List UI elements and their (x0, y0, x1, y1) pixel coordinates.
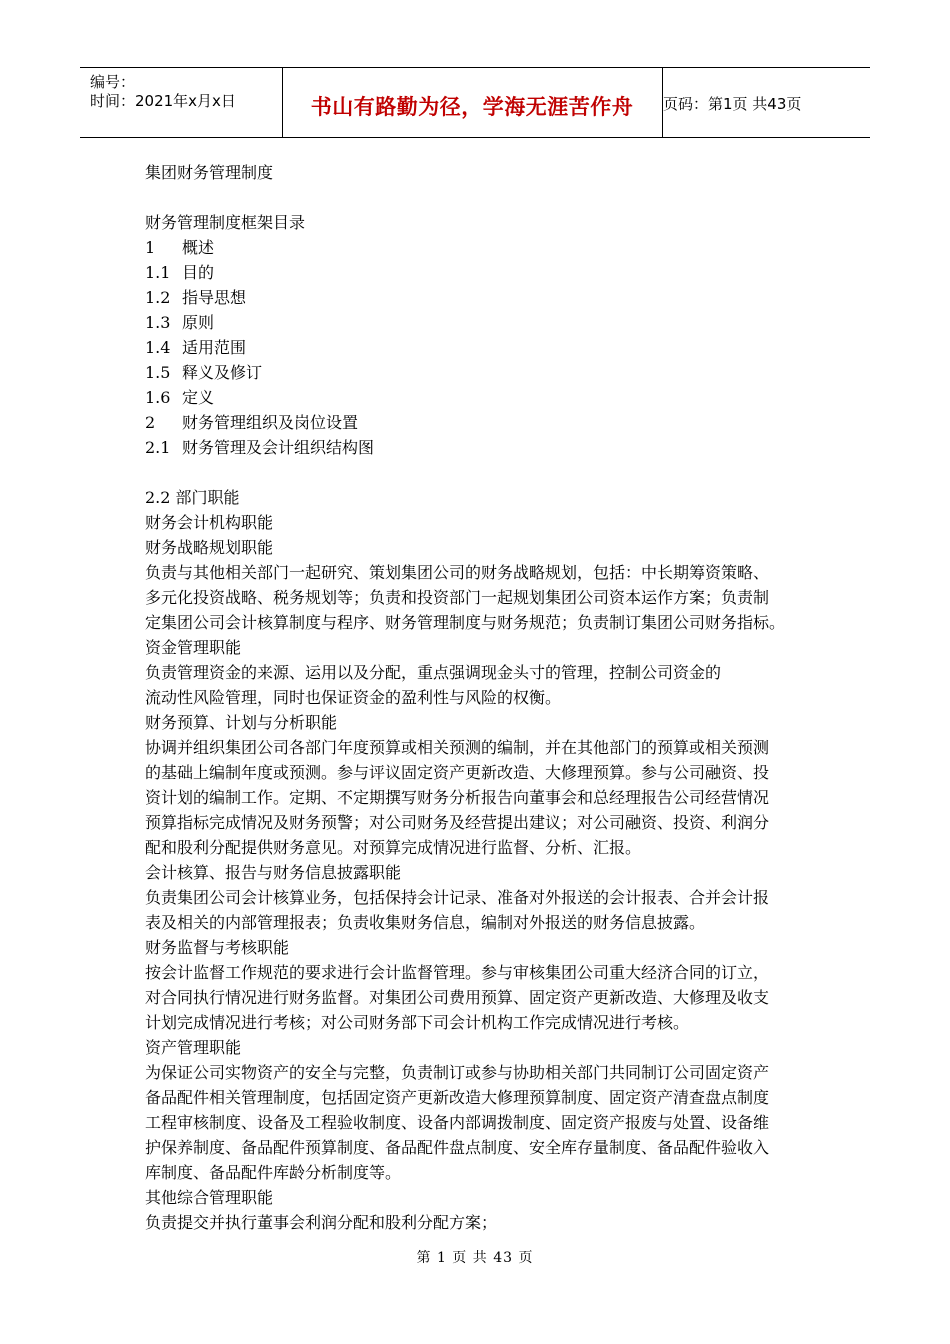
section-body (145, 510, 825, 1235)
body-line: 财务预算、计划与分析职能 (145, 713, 338, 732)
toc-item-number: 1 (145, 238, 156, 257)
toc-item (145, 260, 825, 285)
toc-item-number: 1.6 (145, 388, 171, 407)
document-body (145, 160, 825, 1235)
toc-item (145, 385, 825, 410)
toc-item (145, 285, 825, 310)
body-line: 财务战略规划职能 (145, 538, 274, 557)
document-time-label: 时间：2021年x月x日 (90, 92, 236, 110)
body-line: 多元化投资战略、税务规划等；负责和投资部门一起规划集团公司资本运作方案；负责制 (145, 588, 770, 607)
header-meta-cell (80, 68, 283, 137)
toc-item (145, 335, 825, 360)
toc-item-number: 2.1 (145, 438, 171, 457)
body-line: 资产管理职能 (145, 1038, 242, 1057)
body-line: 会计核算、报告与财务信息披露职能 (145, 863, 402, 882)
body-line: 工程审核制度、设备及工程验收制度、设备内部调拨制度、固定资产报废与处置、设备维 (145, 1113, 770, 1132)
toc-item-label: 财务管理及会计组织结构图 (182, 438, 375, 457)
body-line: 资计划的编制工作。定期、不定期撰写财务分析报告向董事会和总经理报告公司经营情况 (145, 788, 770, 807)
header-motto: 书山有路勤为径，学海无涯苦作舟 (310, 95, 634, 119)
toc-item-label: 概述 (182, 238, 215, 257)
header-page-number: 页码：第1页 共43页 (663, 95, 802, 113)
page-header (80, 67, 870, 138)
body-line: 财务会计机构职能 (145, 513, 274, 532)
page-footer: 第 1 页 共 43 页 (416, 1250, 534, 1266)
body-line: 计划完成情况进行考核；对公司财务部下司会计机构工作完成情况进行考核。 (145, 1013, 690, 1032)
body-line: 其他综合管理职能 (145, 1188, 274, 1207)
body-line: 预算指标完成情况及财务预警；对公司财务及经营提出建议；对公司融资、投资、利润分 (145, 813, 770, 832)
body-line: 负责集团公司会计核算业务，包括保持会计记录、准备对外报送的会计报表、合并会计报 (145, 888, 770, 907)
toc-item-number: 1.4 (145, 338, 171, 357)
toc-item-label: 财务管理组织及岗位设置 (182, 413, 359, 432)
body-line: 护保养制度、备品配件预算制度、备品配件盘点制度、安全库存量制度、备品配件验收入 (145, 1138, 770, 1157)
blank-line (145, 185, 825, 210)
toc-item-label: 适用范围 (182, 338, 247, 357)
toc-item-number: 1.3 (145, 313, 171, 332)
toc-item (145, 360, 825, 385)
toc-item-number: 1.2 (145, 288, 171, 307)
toc-item-label: 原则 (182, 313, 215, 332)
toc-list (145, 235, 825, 460)
toc-item-label: 释义及修订 (182, 363, 263, 382)
header-motto-cell (282, 68, 663, 137)
body-line: 表及相关的内部管理报表；负责收集财务信息，编制对外报送的财务信息披露。 (145, 913, 706, 932)
toc-item (145, 410, 825, 435)
body-line: 负责管理资金的来源、运用以及分配，重点强调现金头寸的管理，控制公司资金的 (145, 663, 722, 682)
document-number-label: 编号： (90, 73, 136, 91)
body-line: 配和股利分配提供财务意见。对预算完成情况进行监督、分析、汇报。 (145, 838, 642, 857)
body-line: 按会计监督工作规范的要求进行会计监督管理。参与审核集团公司重大经济合同的订立， (145, 963, 770, 982)
body-line: 协调并组织集团公司各部门年度预算或相关预测的编制，并在其他部门的预算或相关预测 (145, 738, 770, 757)
toc-item-number: 1.1 (145, 263, 171, 282)
body-line: 定集团公司会计核算制度与程序、财务管理制度与财务规范；负责制订集团公司财务指标。 (145, 613, 786, 632)
toc-item (145, 435, 825, 460)
body-line: 财务监督与考核职能 (145, 938, 290, 957)
toc-item-number: 2 (145, 413, 156, 432)
body-line: 资金管理职能 (145, 638, 242, 657)
body-line: 负责提交并执行董事会利润分配和股利分配方案； (145, 1213, 498, 1232)
toc-item-label: 定义 (182, 388, 215, 407)
body-line: 为保证公司实物资产的安全与完整，负责制订或参与协助相关部门共同制订公司固定资产 (145, 1063, 770, 1082)
document-title: 集团财务管理制度 (145, 163, 274, 182)
blank-line (145, 460, 825, 485)
body-line: 流动性风险管理，同时也保证资金的盈利性与风险的权衡。 (145, 688, 562, 707)
toc-item (145, 310, 825, 335)
body-line: 的基础上编制年度或预测。参与评议固定资产更新改造、大修理预算。参与公司融资、投 (145, 763, 770, 782)
header-page-cell (663, 68, 870, 137)
toc-item-label: 目的 (182, 263, 215, 282)
toc-item-number: 1.5 (145, 363, 171, 382)
toc-title: 财务管理制度框架目录 (145, 213, 306, 232)
toc-item (145, 235, 825, 260)
body-line: 负责与其他相关部门一起研究、策划集团公司的财务战略规划，包括：中长期筹资策略、 (145, 563, 770, 582)
body-line: 对合同执行情况进行财务监督。对集团公司费用预算、固定资产更新改造、大修理及收支 (145, 988, 770, 1007)
section-heading: 2.2 部门职能 (145, 488, 240, 507)
toc-item-label: 指导思想 (182, 288, 247, 307)
body-line: 备品配件相关管理制度，包括固定资产更新改造大修理预算制度、固定资产清查盘点制度 (145, 1088, 770, 1107)
body-line: 库制度、备品配件库龄分析制度等。 (145, 1163, 402, 1182)
